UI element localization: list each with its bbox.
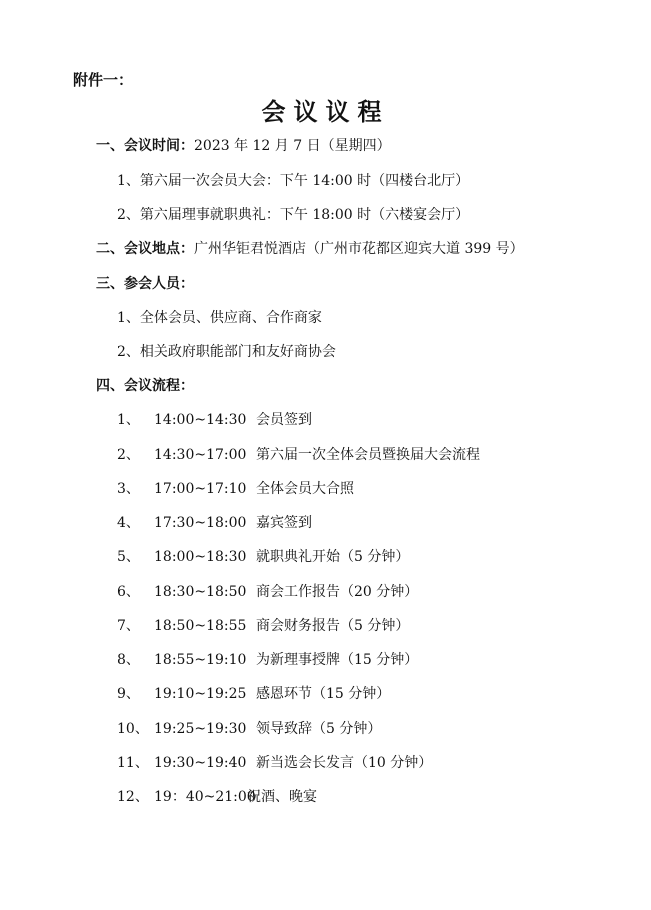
time-section: [96, 136, 391, 156]
agenda-time: 14:30~17:00: [154, 447, 247, 463]
agenda-number: 7、: [117, 618, 140, 634]
attendees-item-2: 2、相关政府职能部门和友好商协会: [117, 344, 336, 360]
agenda-number: 11、: [117, 755, 149, 771]
agenda-number: 12、: [117, 789, 149, 805]
agenda-time: 18:50~18:55: [154, 618, 247, 634]
agenda-number: 6、: [117, 584, 140, 600]
agenda-description: 嘉宾签到: [256, 515, 312, 531]
attendees-section: [96, 274, 194, 294]
attendees-item-1: 1、全体会员、供应商、合作商家: [117, 310, 322, 326]
attachment-label: 附件一：: [73, 71, 134, 89]
agenda-description: 祝酒、晚宴: [247, 789, 317, 805]
agenda-number: 1、: [117, 412, 140, 428]
agenda-number: 8、: [117, 652, 140, 668]
location-section-label: 二、会议地点：: [96, 241, 194, 257]
agenda-description: 商会财务报告（5 分钟）: [256, 618, 410, 634]
agenda-description: 就职典礼开始（5 分钟）: [256, 549, 410, 565]
agenda-description: 第六届一次全体会员暨换届大会流程: [256, 447, 480, 463]
agenda-number: 10、: [117, 721, 149, 737]
agenda-time: 18:30~18:50: [154, 584, 247, 600]
agenda-description: 领导致辞（5 分钟）: [256, 721, 382, 737]
time-item-1: 1、第六届一次会员大会：下午 14:00 时（四楼台北厅）: [117, 173, 470, 189]
agenda-number: 3、: [117, 481, 140, 497]
agenda-time: 19:10~19:25: [154, 686, 247, 702]
time-item-2: 2、第六届理事就职典礼：下午 18:00 时（六楼宴会厅）: [117, 207, 470, 223]
agenda-time: 19:30~19:40: [154, 755, 247, 771]
agenda-number: 9、: [117, 686, 140, 702]
agenda-time: 18:00~18:30: [154, 549, 247, 565]
agenda-number: 5、: [117, 549, 140, 565]
agenda-time: 19：40~21:00: [154, 789, 256, 805]
attendees-section-label: 三、参会人员：: [96, 276, 194, 292]
agenda-description: 为新理事授牌（15 分钟）: [256, 652, 419, 668]
location-section-value: 广州华钜君悦酒店（广州市花都区迎宾大道 399 号）: [194, 241, 524, 257]
agenda-description: 会员签到: [256, 412, 312, 428]
agenda-time: 17:30~18:00: [154, 515, 247, 531]
agenda-time: 17:00~17:10: [154, 481, 247, 497]
agenda-description: 商会工作报告（20 分钟）: [256, 584, 419, 600]
time-section-label: 一、会议时间：: [96, 138, 194, 154]
location-section: [96, 239, 524, 259]
agenda-section-label: 四、会议流程：: [96, 378, 194, 394]
agenda-time: 18:55~19:10: [154, 652, 247, 668]
agenda-section: [96, 376, 194, 396]
agenda-number: 4、: [117, 515, 140, 531]
agenda-time: 14:00~14:30: [154, 412, 247, 428]
time-section-value: 2023 年 12 月 7 日（星期四）: [194, 138, 391, 154]
agenda-description: 感恩环节（15 分钟）: [256, 686, 391, 702]
page-title: 会议议程: [261, 98, 390, 126]
agenda-description: 全体会员大合照: [256, 481, 354, 497]
agenda-number: 2、: [117, 447, 140, 463]
agenda-time: 19:25~19:30: [154, 721, 247, 737]
agenda-description: 新当选会长发言（10 分钟）: [256, 755, 433, 771]
